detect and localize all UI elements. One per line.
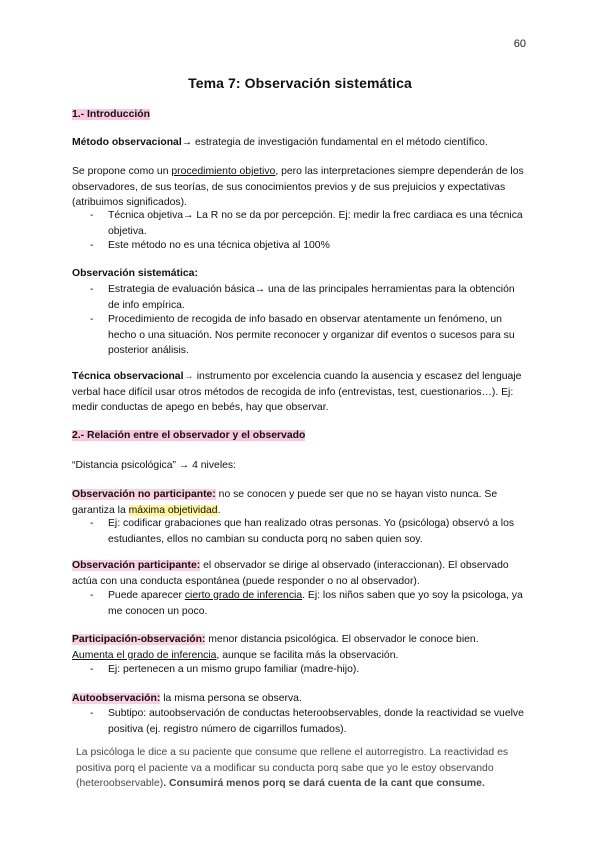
metodo-paragraph	[72, 135, 532, 151]
autoobservacion-text: la misma persona se observa.	[160, 693, 302, 704]
participacion-label: Participación-observación:	[72, 634, 206, 645]
obs-sistematica-label: Observación sistemática:	[72, 268, 198, 279]
note-text-b: . Consumirá menos porq se dará cuenta de la cant que consume.	[163, 778, 485, 789]
bullet-estrategia: - Estrategia de evaluación básica→ una de las principales herramientas para la obtención de info empírica.	[94, 282, 526, 313]
tecnica-observacional-paragraph	[72, 369, 532, 416]
distancia-paragraph: “Distancia psicológica” → 4 niveles:	[72, 460, 237, 471]
autoobservacion-paragraph	[72, 691, 532, 707]
metodo-label: Método observacional	[72, 137, 182, 148]
bullet-text: Subtipo: autoobservación de conductas heteroobservables, donde la reactividad se vuelve positiva (ej. registro número de cigarrillos fumados).	[108, 708, 524, 735]
no-participante-end: .	[217, 504, 221, 516]
aumenta-inferencia: Aumenta el grado de inferencia	[72, 649, 217, 661]
bullet-text	[108, 588, 526, 619]
inferencia-text-a: Puede aparecer	[108, 590, 185, 601]
bullet-text: Técnica objetiva→ La R no se da por percepción. Ej: medir la frec cardiaca es una técnica objetiva.	[108, 210, 523, 237]
section-2-heading	[72, 428, 532, 444]
bullet-text: Ej: codificar grabaciones que han realizado otras personas. Yo (psicóloga) observó a los estudiantes, ellos no cambian su conducta porq no saben quien soy.	[108, 518, 515, 545]
metodo-text: → estrategia de investigación fundamental en el método científico.	[181, 137, 488, 148]
participacion-end: , aunque se facilita más la observación.	[216, 649, 399, 661]
no-participante-paragraph	[72, 487, 532, 518]
bullet-text: Ej: pertenecen a un mismo grupo familiar (madre-hijo).	[108, 664, 360, 675]
section-1-heading-text: 1.- Introducción	[72, 109, 150, 120]
tecnica-text: instrumento por excelencia cuando la ausencia y escasez del lenguaje verbal hace difícil usar otros métodos de recogida de info (entrevistas, test, cuestionarios…). Ej: medir conductas de apego en bebés, hay que observar.	[72, 371, 522, 413]
bullet-procedimiento: - Procedimiento de recogida de info basado en observar atentamente un fenómeno, un hecho o una situación. Nos permite reconocer y organizar dif eventos o sucesos para su posterior análisis.	[94, 312, 526, 359]
handwritten-note	[76, 745, 526, 797]
participante-label: Observación participante:	[72, 560, 201, 571]
bullet-subtipo: - Subtipo: autoobservación de conductas heteroobservables, donde la reactividad se vuelve positiva (ej. registro número de cigarrillos fumados).	[94, 706, 526, 737]
bullet-codificar: - Ej: codificar grabaciones que han realizado otras personas. Yo (psicóloga) observó a los estudiantes, ellos no cambian su conducta porq no saben quien soy.	[94, 516, 526, 547]
section-2-heading-text: 2.- Relación entre el observador y el observado	[72, 430, 306, 441]
tecnica-label: Técnica observacional	[72, 371, 184, 382]
intro-text-a: Se propone como un	[72, 166, 172, 177]
bullet-text: Procedimiento de recogida de info basado en observar atentamente un fenómeno, un hecho o una situación. Nos permite reconocer y organizar dif eventos o sucesos para su posterior análisis.	[108, 314, 515, 356]
no-participante-text: no se conocen y puede ser que no se hayan visto nunca. Se garantiza la	[72, 489, 498, 516]
participante-paragraph	[72, 558, 532, 589]
page-title: Tema 7: Observación sistemática	[188, 75, 412, 91]
participacion-observacion-paragraph	[72, 632, 532, 663]
participante-text: el observador se dirige al observado (interaccionan). El observado actúa con una conducta espontánea (puede responder o no al observador).	[72, 560, 509, 587]
cierto-grado-inferencia: cierto grado de inferencia	[184, 590, 303, 601]
maxima-objetividad: máxima objetividad	[128, 504, 218, 516]
procedimiento-objetivo: procedimiento objetivo	[171, 166, 276, 177]
tecnica-arrow: →	[183, 371, 194, 382]
obs-sistematica-heading	[72, 266, 532, 282]
bullet-tecnica-objetiva: - Técnica objetiva→ La R no se da por percepción. Ej: medir la frec cardiaca es una técnica objetiva.	[94, 208, 526, 239]
inferencia-text-b: . Ej: los niños saben que yo soy la psicologa, ya me conocen un poco.	[108, 590, 523, 617]
note-text-a: La psicóloga le dice a su paciente que consume que rellene el autorregistro. La reactividad es positiva porq el paciente va a modificar su conducta porq sabe que yo le estoy observando (heteroobservable)	[76, 747, 509, 789]
bullet-text: Estrategia de evaluación básica→ una de las principales herramientas para la obtención de info empírica.	[108, 284, 515, 311]
intro-paragraph	[72, 164, 532, 211]
no-participante-label: Observación no participante:	[72, 489, 216, 500]
page-number: 60	[513, 38, 526, 50]
section-1-heading	[72, 107, 532, 123]
bullet-no-objetiva: - Este método no es una técnica objetiva al 100%	[94, 238, 526, 254]
bullet-inferencia: - Puede aparecer cierto grado de inferencia. Ej: los niños saben que yo soy la psicologa, ya me conocen un poco.	[94, 588, 526, 619]
participacion-text: menor distancia psicológica. El observador le conoce bien.	[205, 634, 479, 645]
bullet-familiar: - Ej: pertenecen a un mismo grupo familiar (madre-hijo).	[94, 662, 526, 678]
intro-text-b: , pero las interpretaciones siempre dependerán de los observadores, de sus teorías, de sus conocimientos previos y de sus prejuicios y expectativas (atribuimos significados).	[72, 166, 524, 208]
bullet-text: Este método no es una técnica objetiva al 100%	[108, 240, 330, 251]
autoobservacion-label: Autoobservación:	[72, 693, 161, 704]
